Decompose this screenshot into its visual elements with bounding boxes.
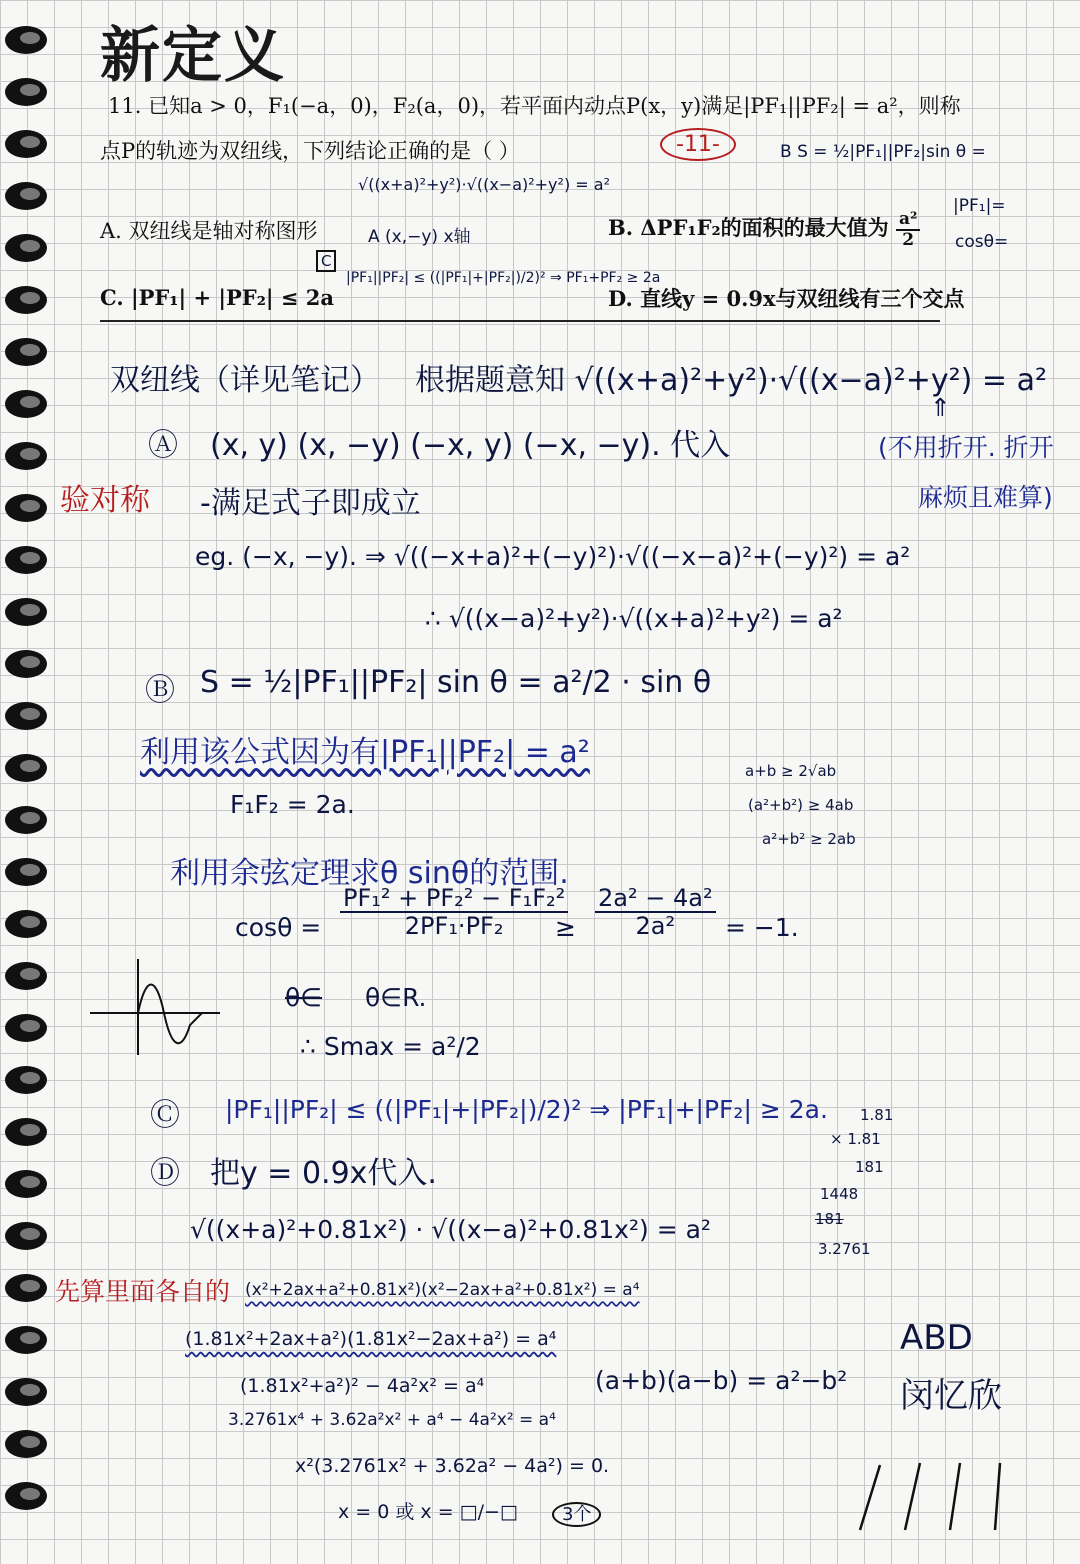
spiral-binding — [0, 20, 60, 1560]
expand-line-2: (1.81x²+2ax+a²)(1.81x²−2ax+a²) = a⁴ — [185, 1328, 557, 1350]
tally-marks-icon — [850, 1455, 1030, 1535]
part-b-label: Ⓑ — [145, 673, 175, 708]
note-c-label: C — [316, 252, 336, 270]
answer-circle: -11- — [660, 132, 736, 157]
roots-line: x = 0 或 x = □/−□ — [338, 1501, 518, 1523]
therefore-line: ∴ √((x−a)²+y²)·√((x+a)²+y²) = a² — [425, 604, 843, 633]
cos-lhs: cosθ = — [235, 913, 322, 942]
problem-line-2: 点P的轨迹为双纽线，下列结论正确的是（ ） — [100, 139, 520, 163]
cos-denominator-2: 2a² — [635, 912, 676, 941]
side-calc-2: (a²+b²) ≥ 4ab — [748, 796, 854, 814]
cos-result: = −1. — [725, 913, 799, 942]
example-line: eg. (−x, −y). ⇒ √((−x+a)²+(−y)²)·√((−x−a)²+(−y)²) = a² — [195, 542, 911, 571]
option-b-numerator: a² — [896, 210, 920, 231]
part-d-equation: √((x+a)²+0.81x²) · √((x−a)²+0.81x²) = a² — [190, 1215, 711, 1244]
verify-symmetry-label: 验对称 — [60, 483, 150, 518]
signature: 闵忆欣 — [900, 1376, 1002, 1416]
note-no-expand-1: (不用折开. 折开 — [878, 433, 1054, 462]
final-answer: ABD — [900, 1318, 973, 1358]
part-d-intro: 把y = 0.9x代入. — [210, 1156, 437, 1191]
expand-label: 先算里面各自的 — [55, 1277, 231, 1306]
f1f2-length: F₁F₂ = 2a. — [230, 790, 355, 819]
note-a-hint: A (x,−y) x轴 — [368, 227, 471, 247]
note-c-hint: |PF₁||PF₂| ≤ ((|PF₁|+|PF₂|)/2)² ⇒ PF₁+PF₂ ≥ 2a — [346, 270, 661, 286]
mult-2: × 1.81 — [830, 1130, 881, 1148]
verify-symmetry-text: -满足式子即成立 — [200, 486, 421, 521]
cos-numerator-2: 2a² − 4a² — [595, 885, 716, 913]
cos-numerator: PF₁² + PF₂² − F₁F₂² — [340, 885, 568, 913]
binding-rings-icon — [0, 20, 60, 1560]
theta-struck: θ∈ — [285, 983, 323, 1012]
up-arrow: ⇑ — [930, 393, 951, 422]
mult-1: 1.81 — [860, 1106, 894, 1124]
part-b-reason: 利用该公式因为有|PF₁||PF₂| = a² — [140, 735, 590, 770]
note-no-expand-2: 麻烦且难算) — [918, 483, 1053, 512]
note-right-1: |PF₁|= — [953, 196, 1006, 216]
part-a-label: Ⓐ — [148, 428, 178, 463]
expand-line-5: x²(3.2761x² + 3.62a² − 4a²) = 0. — [295, 1455, 610, 1477]
theta-range: θ∈R. — [365, 983, 427, 1012]
part-a-points: (x, y) (x, −y) (−x, y) (−x, −y). 代入 — [210, 428, 731, 463]
sine-graph-icon — [90, 955, 225, 1060]
cos-denominator: 2PF₁·PF₂ — [404, 912, 504, 941]
cos-fraction-2 — [595, 885, 716, 940]
option-c: C. |PF₁| + |PF₂| ≤ 2a — [100, 285, 334, 310]
part-b-formula: S = ½|PF₁||PF₂| sin θ = a²/2 · sin θ — [200, 665, 712, 700]
problem-line-1: 11. 已知a > 0，F₁(−a，0)，F₂(a，0)，若平面内动点P(x，y)满足|PF₁||PF₂| = a²，则称 — [108, 94, 961, 118]
difference-of-squares: (a+b)(a−b) = a²−b² — [595, 1366, 848, 1395]
expand-line-1: (x²+2ax+a²+0.81x²)(x²−2ax+a²+0.81x²) = a⁴ — [245, 1280, 640, 1300]
expand-line-4: 3.2761x⁴ + 3.62a²x² + a⁴ − 4a²x² = a⁴ — [228, 1410, 556, 1430]
section-divider — [100, 320, 940, 322]
intro-equation: 根据题意知 √((x+a)²+y²)·√((x−a)²+y²) = a² — [415, 363, 1047, 398]
expand-line-3: (1.81x²+a²)² − 4a²x² = a⁴ — [240, 1375, 485, 1397]
tally-strokes — [850, 1455, 1030, 1535]
cos-fraction — [340, 885, 568, 940]
side-calc-3: a²+b² ≥ 2ab — [762, 830, 856, 848]
mult-6: 3.2761 — [818, 1240, 871, 1258]
side-calc-1: a+b ≥ 2√ab — [745, 762, 837, 780]
smax-result: ∴ Smax = a²/2 — [300, 1032, 481, 1061]
part-d-label: Ⓓ — [150, 1156, 180, 1191]
option-b: B. ΔPF₁F₂的面积的最大值为 $\frac{\text{a²}}{2}$ — [608, 210, 920, 249]
mult-5: 181 — [815, 1210, 844, 1228]
part-c-label: Ⓒ — [150, 1098, 180, 1133]
mult-3: 181 — [855, 1158, 884, 1176]
note-b-formula: B S = ½|PF₁||PF₂|sin θ = — [780, 142, 986, 162]
intersection-count: 3个 — [552, 1500, 601, 1526]
option-d: D. 直线y = 0.9x与双纽线有三个交点 — [608, 286, 965, 311]
cos-geq: ≥ — [555, 913, 576, 942]
page-title: 新定义 — [100, 21, 286, 91]
cosine-law-intro: 利用余弦定理求θ sinθ的范围. — [170, 856, 569, 891]
intro-label: 双纽线（详见笔记） — [110, 363, 380, 398]
note-right-2: cosθ= — [955, 232, 1009, 252]
sine-sketch — [90, 955, 225, 1060]
mult-4: 1448 — [820, 1185, 859, 1203]
option-b-denominator: 2 — [902, 229, 915, 250]
option-a: A. 双纽线是轴对称图形 — [100, 219, 318, 243]
note-equation: √((x+a)²+y²)·√((x−a)²+y²) = a² — [358, 175, 610, 194]
part-c-line: |PF₁||PF₂| ≤ ((|PF₁|+|PF₂|)/2)² ⇒ |PF₁|+|PF₂| ≥ 2a. — [225, 1095, 828, 1124]
